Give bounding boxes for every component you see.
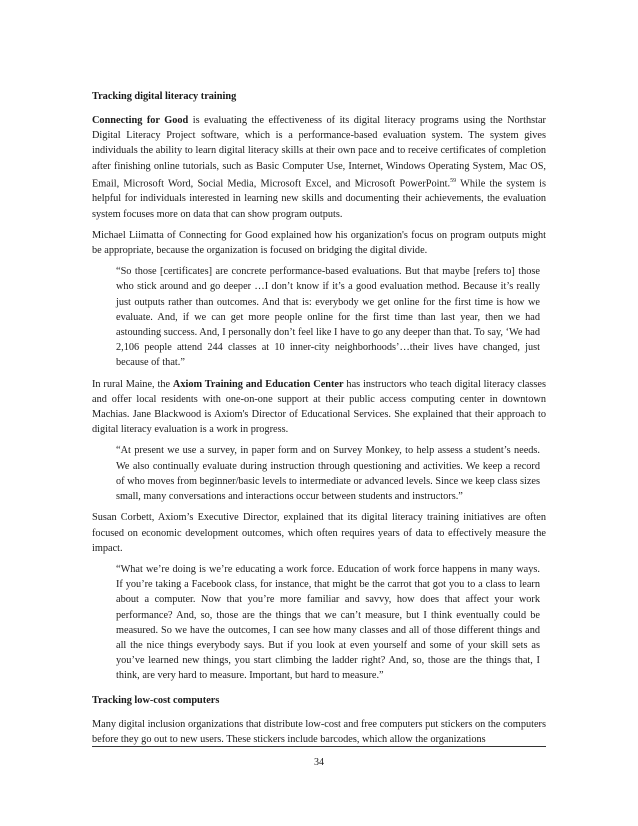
paragraph-lead: In rural Maine, the	[92, 378, 173, 390]
blockquote-liimatta: “So those [certificates] are concrete performance-based evaluations. But that maybe [refers to] those who stick around and go deeper …I don’t know if it’s a good evaluation method. Because it’s really just outputs rather than outcomes. And that is: everybody we get online for the first time is how we evaluate. And, if we can get more people online for the first time than last year, then we had astounding success. And, I personally don’t feel like I have to go any deeper than that. To say, ‘We had 2,106 people attend 244 classes at 10 inner-city neighborhoods’…their lives have changed, just because of that.”	[116, 266, 540, 369]
paragraph-corbett: Susan Corbett, Axiom’s Executive Director, explained that its digital literacy training initiatives are often focused on economic development outcomes, which often requires years of data to effectively measure the impact.	[92, 512, 546, 554]
blockquote-corbett: “What we’re doing is we’re educating a work force. Education of work force happens in many ways. If you’re taking a Facebook class, for instance, that might be the carrot that got you to a class to learn about a computer. Now that you’re more familiar and savvy, how does that affect your work performance? And, so, those are the things that we can’t measure, but I think eventually could be measured. So we have the outcomes, I can see how many classes and all of those different things and all the nice things everybody says. But if you look at even yourself and some of your skill sets as you’ve learned new things, you start climbing the ladder right? And, so, those are the things that, I think, are very hard to measure. Important, but hard to measure.”	[116, 563, 540, 682]
paragraph-axiom	[92, 377, 546, 438]
footnote-marker[interactable]: 59	[450, 177, 457, 184]
org-name-connecting-for-good: Connecting for Good	[92, 115, 189, 126]
paragraph-text: is evaluating the effectiveness of its digital literacy programs using the Northstar Digital Literacy Project software, which is a performance-based evaluation system. The system gives individuals the ability to learn digital literacy skills at their own pace and to receive certificates of completion after finishing online tutorials, such as Basic Computer Use, Internet, Windows Operating System, Mac OS, Email, Microsoft Word, Social Media, Microsoft Excel, and Microsoft PowerPoint.	[92, 115, 546, 190]
paragraph-connecting-for-good	[92, 113, 546, 222]
section-heading-low-cost-computers: Tracking low-cost computers	[92, 694, 220, 706]
org-name-axiom: Axiom Training and Education Center	[172, 378, 344, 390]
paragraph-low-cost-computers: Many digital inclusion organizations that distribute low-cost and free computers put stickers on the computers before they go out to new users. These stickers include barcodes, which allow the organizations	[92, 718, 546, 745]
page-number: 34	[314, 757, 324, 768]
paragraph-text: has instructors who teach digital literacy classes and offer local residents with one-on-one support at their public access computing center in downtown Machias. Jane Blackwood is Axiom's Director of Educational Services. She explained that their approach to digital literacy evaluation is a work in progress.	[92, 378, 546, 436]
footer-divider	[92, 746, 546, 747]
paragraph-tail: While the system is helpful for individuals interested in learning new skills and documenting their achievements, the evaluation system focuses more on data that can show program outputs.	[92, 178, 547, 220]
document-page	[92, 82, 546, 826]
paragraph-liimatta: Michael Liimatta of Connecting for Good explained how his organization's focus on program outputs might be appropriate, because the organization is focused on bridging the digital divide.	[92, 229, 546, 257]
section-heading-digital-literacy: Tracking digital literacy training	[92, 91, 237, 102]
blockquote-blackwood: “At present we use a survey, in paper form and on Survey Monkey, to help assess a student’s needs. We also continually evaluate during instruction through questioning and activities. We keep a record of who moves from beginner/basic levels to intermediate or advanced levels. Since we keep class sizes small, many conversations and interactions occur between students and instructors.”	[116, 445, 540, 503]
